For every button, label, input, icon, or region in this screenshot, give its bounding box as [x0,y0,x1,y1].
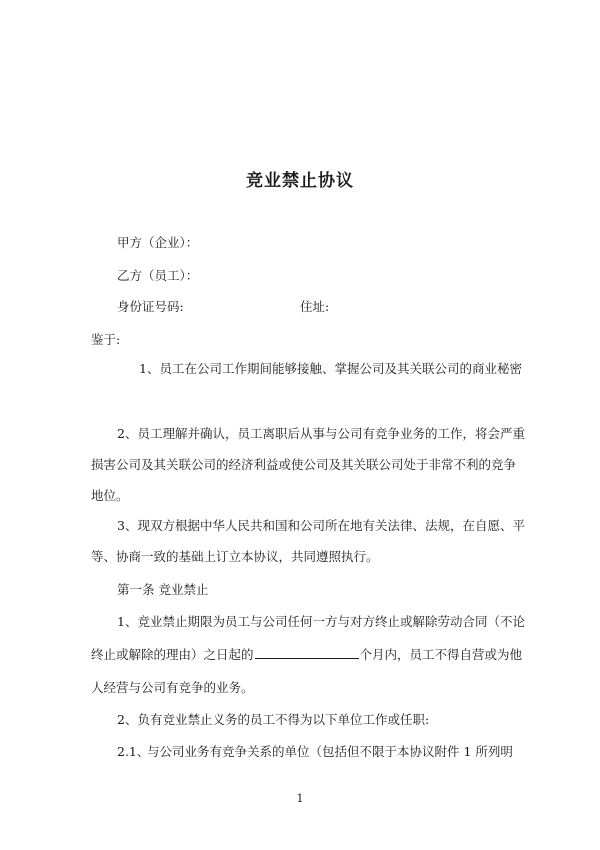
clause-2: 2、负有竞业禁止义务的员工不得为以下单位工作或任职: [117,712,430,727]
address-label: 住址: [300,299,330,314]
whereas-item-2-line-1: 2、员工理解并确认，员工离职后从事与公司有竞争业务的工作，将会严重 [117,426,525,441]
party-b-label: 乙方（员工）： [117,268,199,283]
clause-1-line-1: 1、竞业禁止期限为员工与公司任何一方与对方终止或解除劳动合同（不论 [117,614,525,629]
page-number: 1 [296,792,304,805]
clause-1-line-2-after: 个月内，员工不得自营或为他 [359,647,523,662]
whereas-item-2-line-3: 地位。 [91,488,129,503]
whereas-item-3-line-2: 等、协商一致的基础上订立本协议，共同遵照执行。 [91,549,379,564]
whereas-item-1: 1、员工在公司工作期间能够接触、掌握公司及其关联公司的商业秘密 [139,361,522,376]
document-title: 竞业禁止协议 [246,171,354,191]
whereas-heading: 鉴于: [91,332,121,347]
party-a-label: 甲方（企业）： [117,235,199,250]
clause-2-1-text: 与公司业务有竞争关系的单位（包括但不限于本协议附件 1 所列明 [147,744,513,759]
id-number-label: 身份证号码: [117,299,184,314]
clause-1-line-2 [91,646,522,663]
months-blank-field[interactable] [255,646,359,659]
clause-2-1-number: 2.1、 [117,744,150,759]
clause-1-line-3: 人经营与公司有竞争的业务。 [91,680,254,695]
whereas-item-2-line-2: 损害公司及其关联公司的经济利益或使公司及其关联公司处于非常不利的竞争 [91,457,517,472]
clause-1-line-2-before: 终止或解除的理由）之日起的 [91,647,254,662]
article-1-heading: 第一条 竞业禁止 [117,582,209,597]
whereas-item-3-line-1: 3、现双方根据中华人民共和国和公司所在地有关法律、法规，在自愿、平 [117,518,525,533]
